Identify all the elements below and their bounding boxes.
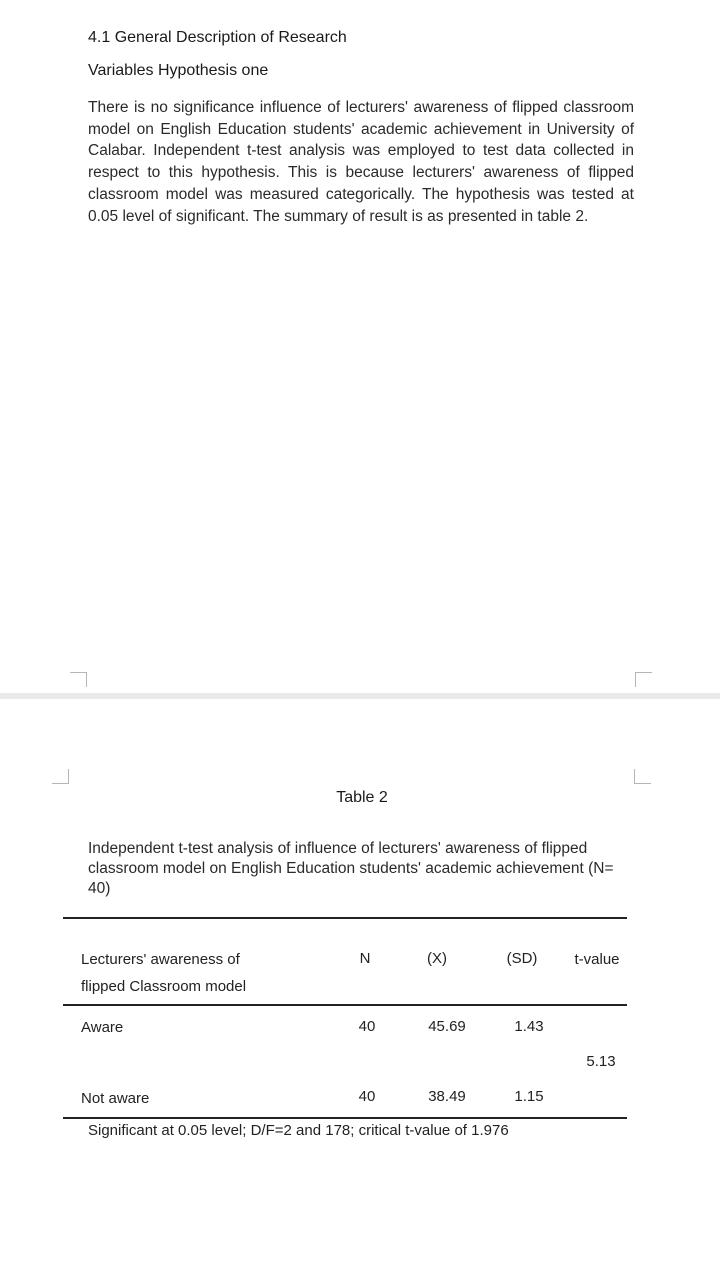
table-bottom-rule (63, 1117, 627, 1119)
crop-mark-top-left (70, 672, 87, 687)
row-label-aware: Aware (81, 1019, 124, 1036)
document-page-2 (0, 699, 720, 1273)
table-title: Table 2 (336, 789, 388, 806)
row-aware-mean: 45.69 (428, 1018, 466, 1035)
table-note: Significant at 0.05 level; D/F=2 and 178; critical t-value of 1.976 (88, 1122, 509, 1139)
header-mean: (X) (427, 950, 447, 967)
table-top-rule (63, 917, 627, 919)
header-sd: (SD) (506, 950, 538, 967)
section-subheading: Variables Hypothesis one (88, 62, 269, 79)
header-variable-line2: flipped Classroom model (81, 978, 247, 995)
section-heading: 4.1 General Description of Research (88, 29, 347, 46)
table-caption: Independent t-test analysis of influence of lecturers' awareness of flipped classroom model on English Education students' academic achievement (N= 40) (88, 840, 614, 897)
row-not-aware-sd: 1.15 (514, 1088, 544, 1105)
row-not-aware-n: 40 (358, 1088, 376, 1105)
header-variable-line1: Lecturers' awareness of (81, 951, 240, 968)
crop-mark-bottom-right (634, 769, 651, 784)
row-aware-sd: 1.43 (514, 1018, 544, 1035)
crop-mark-top-right (635, 672, 652, 687)
header-n: N (359, 950, 371, 967)
header-t-value: t-value (574, 951, 620, 968)
row-not-aware-mean: 38.49 (428, 1088, 466, 1105)
row-aware-n: 40 (358, 1018, 376, 1035)
body-paragraph: There is no significance influence of lecturers' awareness of flipped classroom model on English Education students' academic achievement in University of Calabar. Independent t-test analysis was employed to test data collected in respect to this hypothesis. This is because lecturers' awareness of flipped classroom model was measured categorically. The hypothesis was tested at 0.05 level of significant. The summary of result is as presented in table 2. (88, 99, 634, 225)
t-value: 5.13 (586, 1053, 616, 1070)
crop-mark-bottom-left (52, 769, 69, 784)
table-header-rule (63, 1004, 627, 1006)
row-label-not-aware: Not aware (81, 1090, 150, 1107)
